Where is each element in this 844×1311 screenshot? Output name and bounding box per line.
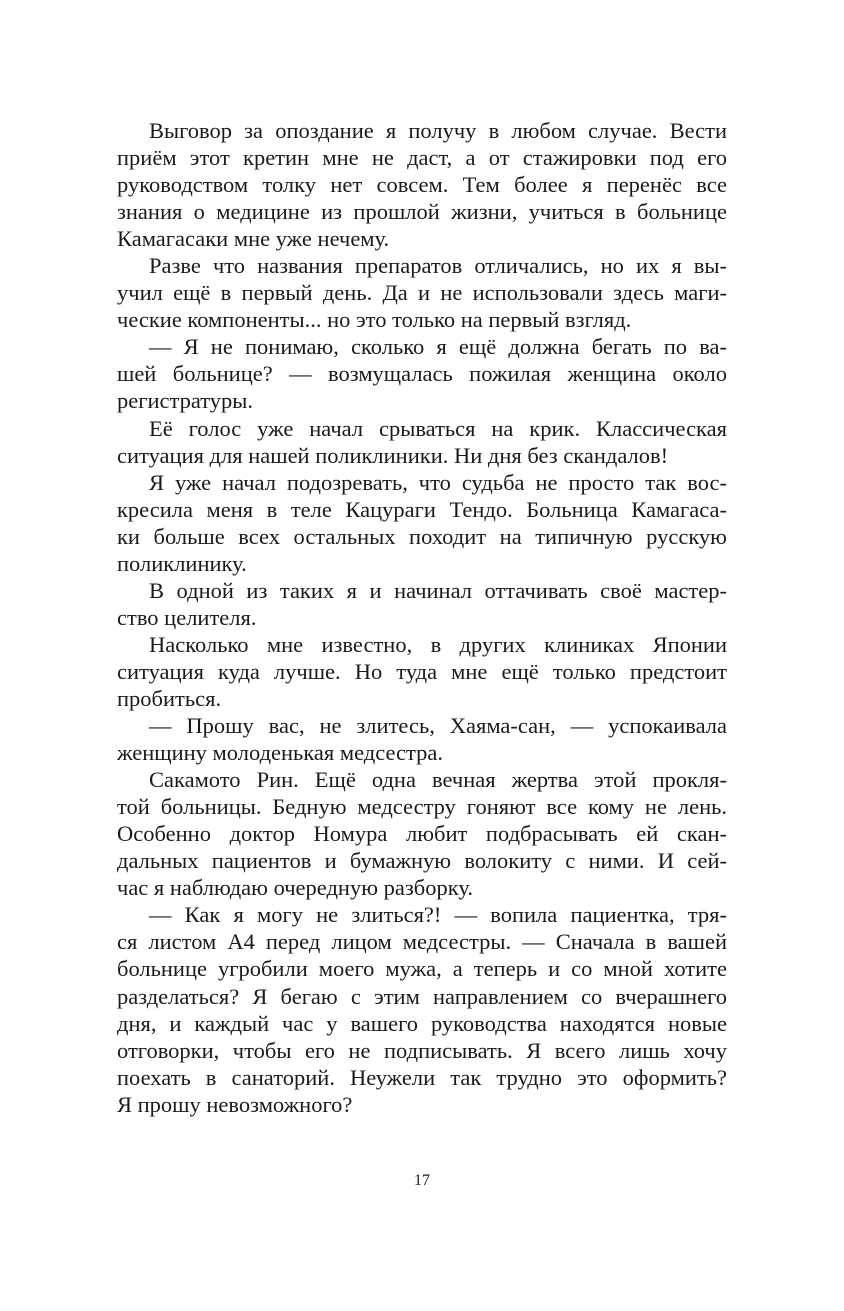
paragraph-first-line: — Я не понимаю, сколько я ещё должна бегать по ва- [149, 334, 727, 360]
text-line: руководством толку нет совсем. Тем более я перенёс все [117, 172, 727, 198]
text-line: Я прошу невозможного? [117, 1091, 353, 1117]
paragraph-first-line: В одной из таких я и начинал оттачивать своё мастер- [149, 577, 727, 603]
paragraph-first-line: Насколько мне известно, в других клиниках Японии [149, 631, 727, 657]
text-line: поехать в санаторий. Неужели так трудно это оформить? [117, 1064, 727, 1090]
text-line: отговорки, чтобы его не подписывать. Я всего лишь хочу [117, 1037, 727, 1063]
text-line: регистратуры. [117, 388, 254, 414]
text-line: ство целителя. [117, 604, 257, 630]
text-line: Камагасаки мне уже нечему. [117, 226, 390, 252]
text-line: больнице угробили моего мужа, а теперь и со мной хотите [117, 956, 727, 982]
text-line: час я наблюдаю очередную разборку. [117, 875, 473, 901]
text-line: дальных пациентов и бумажную волокиту с ними. И сей- [117, 848, 727, 874]
paragraph-first-line: Я уже начал подозревать, что судьба не просто так вос- [149, 469, 727, 495]
text-line: ческие компоненты... но это только на первый взгляд. [117, 307, 632, 333]
text-line: приём этот кретин мне не даст, а от стажировки под его [117, 145, 727, 171]
text-line: шей больнице? — возмущалась пожилая женщина около [117, 361, 727, 387]
paragraph-first-line: — Прошу вас, не злитесь, Хаяма-сан, — успокаивала [149, 713, 727, 739]
text-line: той больницы. Бедную медсестру гоняют все кому не лень. [117, 794, 727, 820]
text-line: ки больше всех остальных походит на типичную русскую [117, 523, 727, 549]
paragraph-first-line: — Как я могу не злиться?! — вопила пациентка, тря- [149, 902, 727, 928]
text-line: кресила меня в теле Кацураги Тендо. Больница Камагаса- [117, 496, 727, 522]
text-line: учил ещё в первый день. Да и не использовали здесь маги- [117, 280, 727, 306]
page-number: 17 [414, 1172, 430, 1189]
text-line: ситуация для нашей поликлиники. Ни дня без скандалов! [117, 442, 669, 468]
text-line: разделаться? Я бегаю с этим направлением со вчерашнего [117, 983, 727, 1009]
text-line: женщину молоденькая медсестра. [117, 740, 444, 766]
text-line: пробиться. [117, 685, 222, 711]
text-line: дня, и каждый час у вашего руководства находятся новые [117, 1010, 727, 1036]
body-text [117, 117, 727, 1118]
text-line: ся листом А4 перед лицом медсестры. — Сначала в вашей [117, 929, 727, 955]
paragraph-first-line: Выговор за опоздание я получу в любом случае. Вести [149, 118, 727, 143]
paragraph-first-line: Её голос уже начал срываться на крик. Классическая [149, 415, 727, 441]
text-line: поликлинику. [117, 550, 247, 576]
paragraph-first-line: Сакамото Рин. Ещё одна вечная жертва этой прокля- [149, 767, 727, 793]
text-line: ситуация куда лучше. Но туда мне ещё только предстоит [117, 658, 727, 684]
text-line: знания о медицине из прошлой жизни, учиться в больнице [117, 199, 727, 225]
text-line: Особенно доктор Номура любит подбрасывать ей скан- [117, 821, 727, 847]
paragraph-first-line: Разве что названия препаратов отличались, но их я вы- [149, 253, 727, 279]
